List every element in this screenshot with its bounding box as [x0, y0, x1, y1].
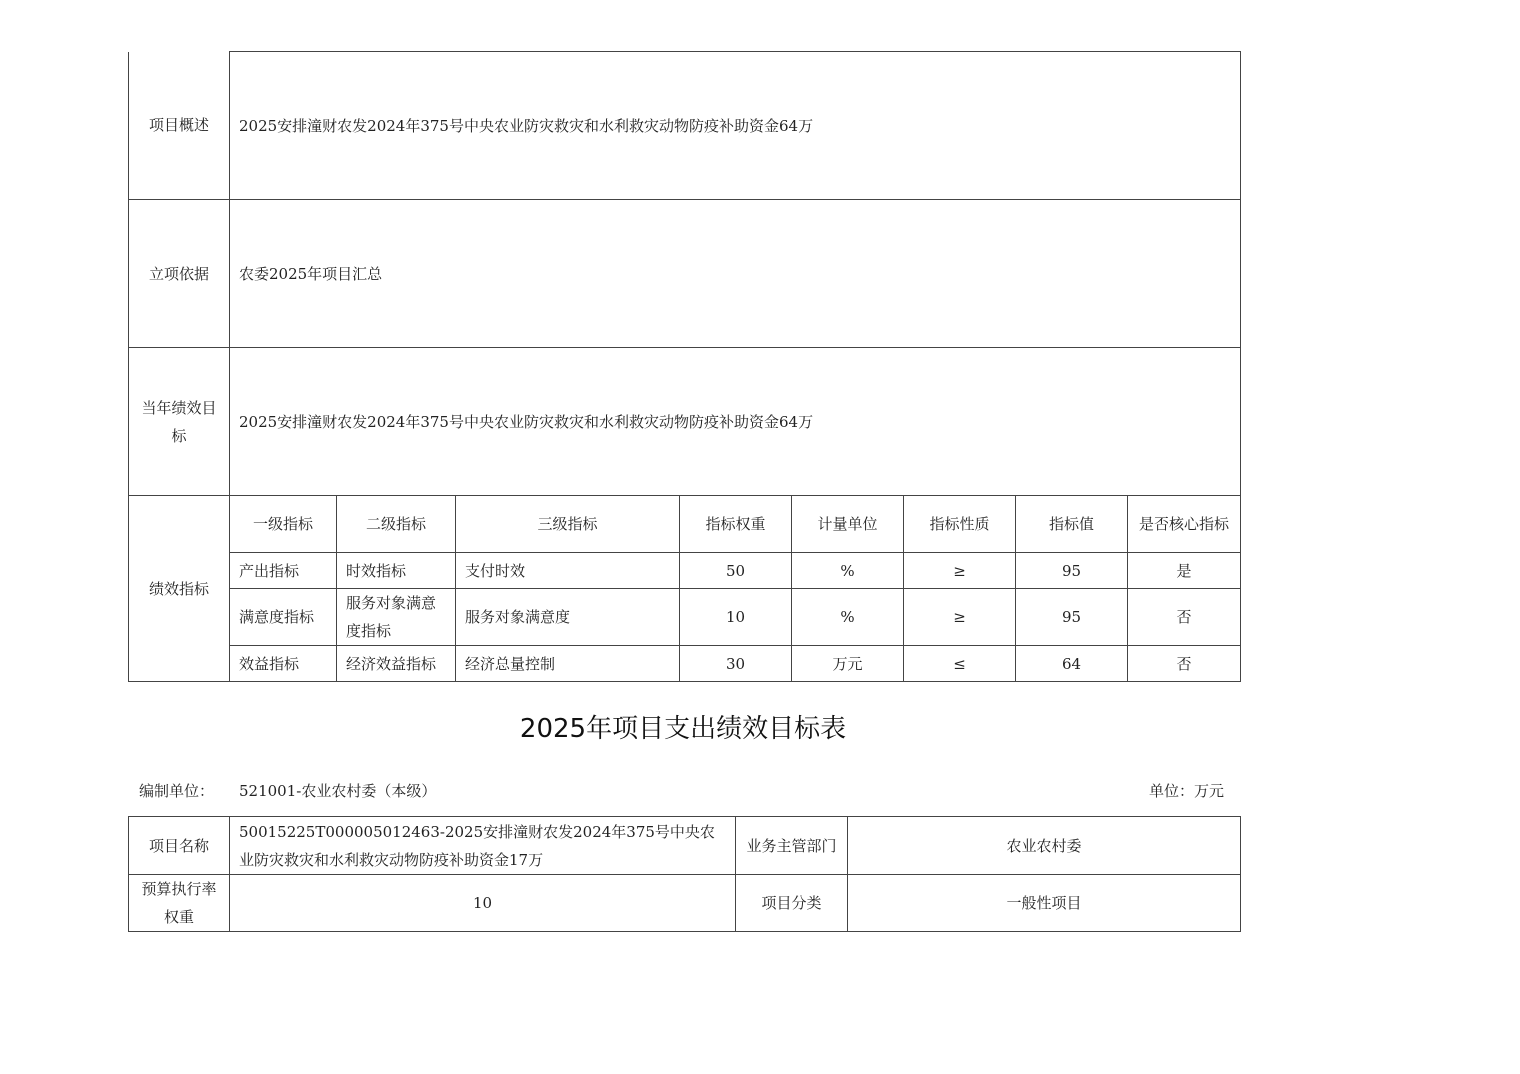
org-value: 521001-农业农村委（本级）	[239, 782, 437, 800]
goal-label: 当年绩效目标	[129, 348, 230, 496]
table-cell: %	[792, 589, 904, 646]
table-cell: 30	[680, 646, 792, 682]
dept-label: 业务主管部门	[736, 817, 848, 875]
table-cell: 满意度指标	[230, 589, 337, 646]
table-row	[129, 646, 1241, 682]
basis-row	[129, 200, 1241, 348]
project-name-label: 项目名称	[129, 817, 230, 875]
project-info-table	[128, 816, 1241, 932]
budget-value: 10	[230, 875, 736, 932]
project-name-value: 50015225T000005012463-2025安排潼财农发2024年375号中央农业防灾救灾和水利救灾动物防疫补助资金17万	[230, 817, 736, 875]
category-value: 一般性项目	[848, 875, 1241, 932]
header-cell: 是否核心指标	[1128, 496, 1241, 553]
header-cell: 指标权重	[680, 496, 792, 553]
budget-row	[129, 875, 1241, 932]
overview-label: 项目概述	[129, 52, 230, 200]
org-label: 编制单位：	[139, 782, 215, 800]
table-cell: ≤	[904, 646, 1016, 682]
table-cell: 10	[680, 589, 792, 646]
table-cell: 否	[1128, 646, 1241, 682]
header-cell: 三级指标	[456, 496, 680, 553]
table-cell: 64	[1016, 646, 1128, 682]
unit-text: 单位：万元	[1149, 782, 1225, 800]
table-cell: 50	[680, 553, 792, 589]
indicator-header-row	[129, 496, 1241, 553]
basis-value: 农委2025年项目汇总	[230, 200, 1241, 348]
table-cell: 支付时效	[456, 553, 680, 589]
table-cell: 95	[1016, 589, 1128, 646]
table-cell: 经济总量控制	[456, 646, 680, 682]
table-cell: ≥	[904, 589, 1016, 646]
indicator-label: 绩效指标	[129, 496, 230, 682]
org-line	[139, 780, 436, 801]
table-cell: 产出指标	[230, 553, 337, 589]
table-cell: 服务对象满意度指标	[337, 589, 456, 646]
table-cell: 是	[1128, 553, 1241, 589]
performance-table-top	[128, 51, 1241, 682]
table-row	[129, 589, 1241, 646]
header-cell: 计量单位	[792, 496, 904, 553]
header-cell: 指标性质	[904, 496, 1016, 553]
table-cell: 否	[1128, 589, 1241, 646]
table-cell: %	[792, 553, 904, 589]
header-cell: 二级指标	[337, 496, 456, 553]
project-name-row	[129, 817, 1241, 875]
category-label: 项目分类	[736, 875, 848, 932]
table-cell: 95	[1016, 553, 1128, 589]
goal-row	[129, 348, 1241, 496]
goal-value: 2025安排潼财农发2024年375号中央农业防灾救灾和水利救灾动物防疫补助资金64万	[230, 348, 1241, 496]
header-cell: 一级指标	[230, 496, 337, 553]
overview-row	[129, 52, 1241, 200]
table-cell: ≥	[904, 553, 1016, 589]
dept-value: 农业农村委	[848, 817, 1241, 875]
overview-value: 2025安排潼财农发2024年375号中央农业防灾救灾和水利救灾动物防疫补助资金64万	[230, 52, 1241, 200]
table-cell: 服务对象满意度	[456, 589, 680, 646]
header-cell: 指标值	[1016, 496, 1128, 553]
table-cell: 万元	[792, 646, 904, 682]
table-cell: 经济效益指标	[337, 646, 456, 682]
basis-label: 立项依据	[129, 200, 230, 348]
table-row	[129, 553, 1241, 589]
page-title: 2025年项目支出绩效目标表	[519, 714, 847, 744]
budget-label: 预算执行率权重	[129, 875, 230, 932]
table-cell: 效益指标	[230, 646, 337, 682]
table-cell: 时效指标	[337, 553, 456, 589]
